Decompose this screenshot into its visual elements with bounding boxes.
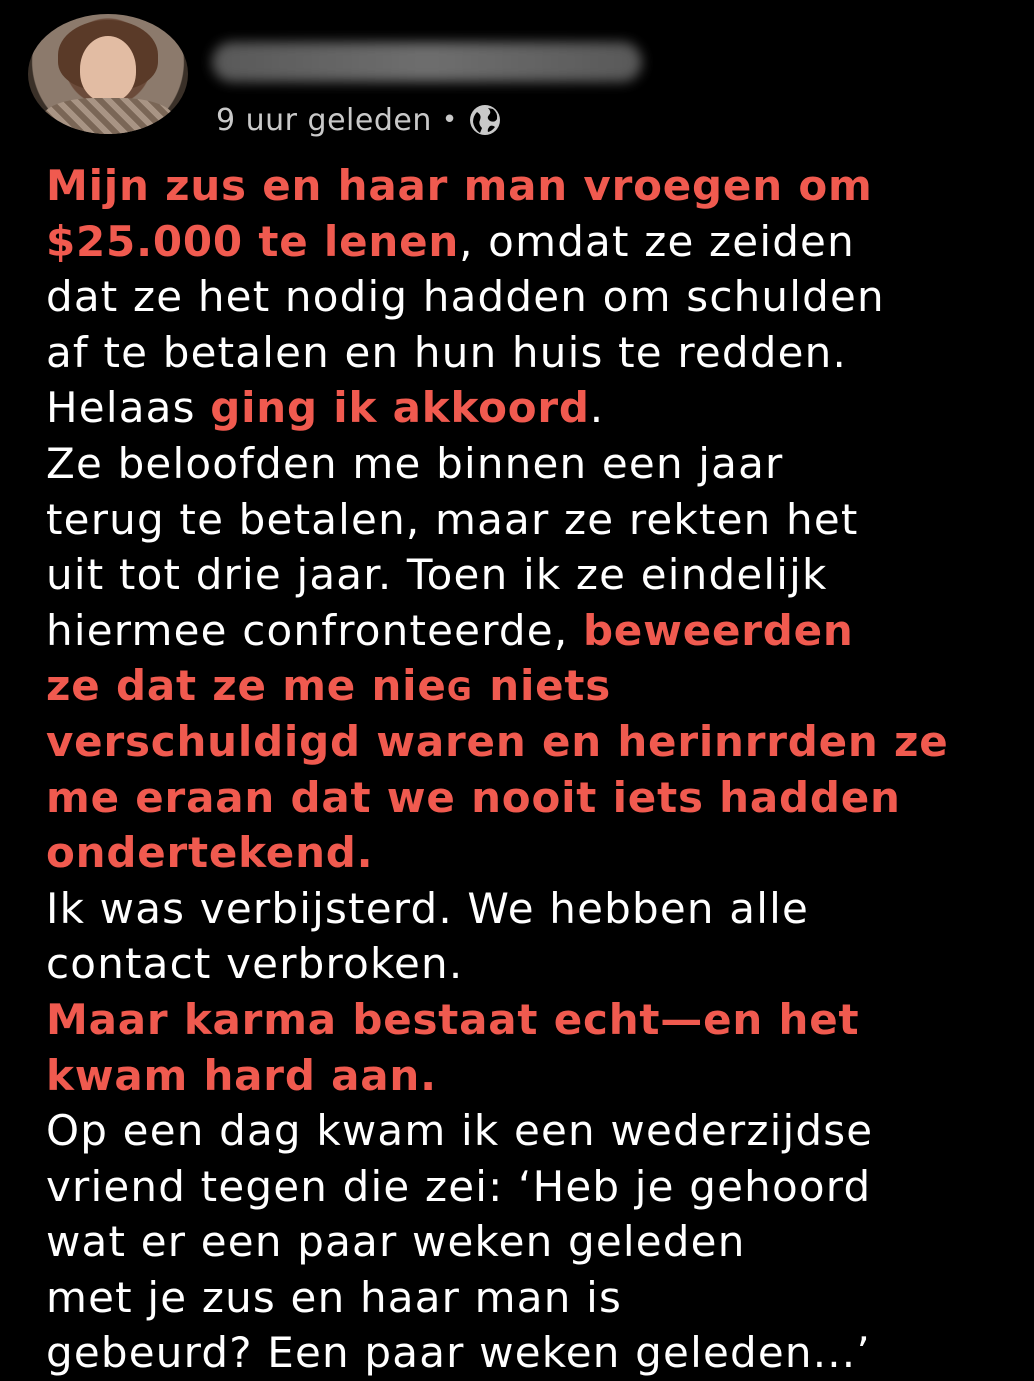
- post-text-line: [46, 158, 1026, 214]
- post-text-line: [46, 1159, 1026, 1215]
- username-text: [212, 42, 359, 61]
- highlighted-text: ondertekend.: [46, 828, 374, 878]
- blurred-username[interactable]: [212, 42, 642, 82]
- post-text-line: [46, 269, 1026, 325]
- post-text: uit tot drie jaar. Toen ik ze eindelijk: [46, 550, 828, 600]
- post-text-line: [46, 1048, 1026, 1104]
- highlighted-text: ging ik akkoord: [210, 383, 590, 433]
- post-text: .: [589, 383, 605, 433]
- post-text-line: [46, 380, 1026, 436]
- post-text: af te betalen en hun huis te redden.: [46, 327, 848, 377]
- post-text: wat er een paar weken geleden: [46, 1217, 746, 1267]
- post-text: , omdat ze zeiden: [459, 216, 855, 266]
- highlighted-text: ze dat ze me nieɢ niets: [46, 661, 612, 711]
- post-meta: [216, 100, 502, 140]
- globe-icon[interactable]: [468, 103, 502, 137]
- post-text: contact verbroken.: [46, 939, 464, 989]
- post-text-line: [46, 1325, 1026, 1381]
- highlighted-text: beweerden: [582, 605, 854, 655]
- highlighted-text: Mijn zus en haar man vroegen om: [46, 161, 873, 210]
- post-text-line: [46, 770, 1026, 826]
- meta-separator: •: [441, 105, 458, 135]
- post-text-line: [46, 936, 1026, 992]
- post-text-line: [46, 325, 1026, 381]
- post-text-line: [46, 1270, 1026, 1326]
- post-text-line: [46, 1214, 1026, 1270]
- post-text-line: [46, 992, 1026, 1048]
- highlighted-text: me eraan dat we nooit iets hadden: [46, 772, 901, 822]
- post-text: gebeurd? Een paar weken geleden...’: [46, 1328, 871, 1378]
- post-text: terug te betalen, maar ze rekten het: [46, 494, 859, 544]
- post-text-line: [46, 881, 1026, 937]
- post-text: Ze beloofden me binnen een jaar: [46, 438, 784, 488]
- post-text: Ik was verbijsterd. We hebben alle: [46, 883, 809, 933]
- post-text: met je zus en haar man is: [46, 1272, 623, 1322]
- highlighted-text: verschuldigd waren en herinrrden ze: [46, 716, 949, 766]
- highlighted-text: Maar karma bestaat echt—en het: [46, 994, 860, 1044]
- post-text: Helaas: [46, 383, 211, 433]
- post-text-line: [46, 825, 1026, 881]
- post-text-line: [46, 436, 1026, 492]
- avatar-face: [80, 36, 136, 102]
- post-text-line: [46, 1103, 1026, 1159]
- timestamp[interactable]: 9 uur geleden: [216, 102, 432, 138]
- post-text: dat ze het nodig hadden om schulden: [46, 272, 885, 322]
- post-body: [46, 158, 1026, 1381]
- post-text-line: [46, 547, 1026, 603]
- post-text-line: [46, 492, 1026, 548]
- highlighted-text: kwam hard aan.: [46, 1050, 437, 1100]
- post-text-line: [46, 658, 1026, 714]
- avatar-scarf: [42, 98, 174, 134]
- post-text-line: [46, 603, 1026, 659]
- post-text: Op een dag kwam ik een wederzijdse: [46, 1106, 874, 1156]
- post-text: hiermee confronteerde,: [46, 605, 583, 655]
- post-text-line: [46, 214, 1026, 270]
- highlighted-text: $25.000 te lenen: [46, 216, 460, 266]
- post-text: vriend tegen die zei: ‘Heb je gehoord: [46, 1161, 872, 1211]
- avatar[interactable]: [28, 14, 188, 134]
- post-text-line: [46, 714, 1026, 770]
